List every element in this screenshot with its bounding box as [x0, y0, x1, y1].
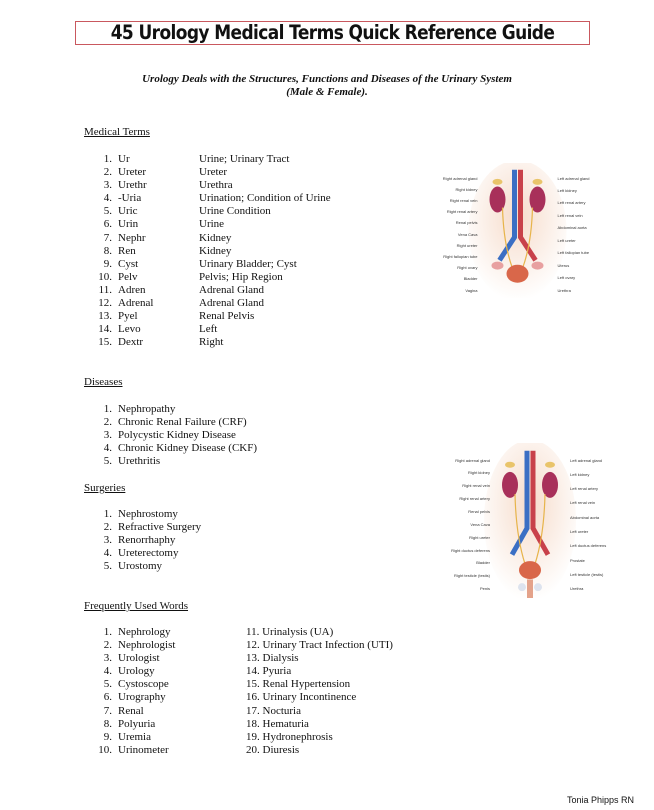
diagram-label: Renal pelvis [468, 508, 490, 514]
medical-terms-list [84, 153, 331, 349]
diagram-label: Left renal artery [570, 486, 599, 492]
surgery-item-text: Nephrostomy [118, 508, 178, 520]
surgery-item [84, 521, 201, 534]
surgeries-list [84, 508, 201, 573]
frequent-word-item [84, 731, 175, 744]
item-number: 1. [103, 403, 112, 415]
frequent-word-item: 19. Hydronephrosis [246, 730, 333, 743]
disease-item-text: Nephropathy [118, 403, 176, 415]
title-box [75, 21, 590, 45]
term-definition: Urinary Bladder; Cyst [199, 257, 297, 270]
diagram-label: Left kidney [570, 471, 590, 477]
item-number: 10. [98, 743, 112, 756]
item-number: 5. [103, 560, 112, 573]
frequent-word-item [84, 718, 175, 731]
term-definition: Right [199, 336, 224, 349]
diagram-label: Prostate [570, 557, 585, 563]
item-number: 3. [103, 429, 112, 442]
item-number: 2. [103, 521, 112, 534]
diagram-label: Left adrenal gland [557, 175, 590, 181]
diagram-label: Vena Cava [457, 231, 478, 237]
term-definition: Renal Pelvis [199, 310, 255, 323]
term-root: Adren [118, 283, 146, 296]
disease-item [84, 455, 257, 468]
item-number: 3. [103, 652, 112, 665]
term-root: -Uria [118, 192, 142, 205]
item-number: 4. [103, 547, 112, 560]
diagram-label: Right kidney [467, 470, 490, 476]
medical-term-row [84, 218, 331, 231]
frequent-word-item-text: Urologist [118, 652, 160, 665]
diagram-label: Right adrenal gland [455, 457, 490, 463]
diagram-label: Urethra [557, 287, 571, 293]
term-root: Adrenal [118, 297, 154, 310]
diagram-label: Bladder [476, 560, 490, 566]
item-number: 5. [103, 455, 112, 468]
diagram-label: Abdominal aorta [570, 514, 600, 520]
item-number: 2. [103, 166, 112, 179]
surgery-item-text: Ureterectomy [118, 547, 179, 560]
item-number: 6. [103, 218, 112, 231]
item-number: 2. [103, 639, 112, 652]
diagram-label: Urethra [570, 586, 584, 592]
item-number: 6. [103, 691, 112, 704]
term-definition: Kidney [199, 231, 232, 244]
diagram-label: Abdominal aorta [557, 225, 587, 231]
diagram-label: Vena Cava [470, 521, 490, 527]
diagram-label: Right ovary [457, 265, 478, 271]
term-root: Levo [118, 323, 141, 336]
diagram-label: Right adrenal gland [442, 175, 478, 181]
term-root: Pyel [118, 310, 138, 323]
diagram-label: Left ovary [557, 275, 576, 281]
term-root: Cyst [118, 257, 139, 270]
subtitle [0, 73, 654, 99]
item-number: 7. [103, 704, 112, 717]
item-number: 1. [103, 626, 112, 638]
surgeries-heading: Surgeries [84, 482, 126, 494]
item-number: 4. [103, 192, 112, 205]
item-number: 7. [103, 231, 112, 244]
diagram-label: Left renal artery [557, 200, 586, 206]
item-number: 15. [98, 336, 112, 349]
item-number: 1. [103, 153, 112, 165]
frequent-words-heading: Frequently Used Words [84, 600, 189, 612]
medical-term-row [84, 323, 331, 336]
term-root: Ureter [118, 166, 147, 179]
item-number: 9. [103, 730, 112, 743]
term-definition: Adrenal Gland [199, 297, 265, 310]
term-definition: Urination; Condition of Urine [199, 192, 331, 205]
frequent-word-item: 20. Diuresis [246, 743, 300, 756]
frequent-word-item: 16. Urinary Incontinence [246, 691, 357, 704]
surgery-item-text: Urostomy [118, 560, 162, 573]
item-number: 3. [103, 179, 112, 192]
anatomy-illustration [415, 443, 645, 598]
frequent-word-item [84, 744, 175, 757]
diagram-label: Bladder [463, 276, 478, 282]
term-definition: Pelvis; Hip Region [199, 270, 283, 283]
disease-item [84, 403, 257, 416]
female-urinary-diagram [395, 163, 640, 298]
frequent-word-item-text: Urology [118, 665, 155, 678]
anatomy-illustration [395, 163, 640, 298]
diagram-label: Right ureter [456, 242, 478, 248]
surgery-item [84, 508, 201, 521]
diseases-list [84, 403, 257, 468]
frequent-word-item: 15. Renal Hypertension [246, 678, 351, 691]
item-number: 2. [103, 416, 112, 429]
item-number: 14. [98, 323, 112, 336]
frequent-word-item-text: Polyuria [118, 717, 156, 730]
frequent-word-item [84, 665, 175, 678]
item-number: 12. [98, 297, 112, 310]
term-definition: Kidney [199, 244, 232, 257]
frequent-word-item: 13. Dialysis [246, 652, 299, 665]
frequent-word-item [84, 652, 175, 665]
frequent-words-col2 [246, 626, 393, 757]
medical-term-row [84, 284, 331, 297]
frequent-word-item [84, 626, 175, 639]
subtitle-line-1: Urology Deals with the Structures, Functions and Diseases of the Urinary System [142, 73, 512, 85]
frequent-word-item: 11. Urinalysis (UA) [246, 626, 334, 638]
item-number: 13. [98, 310, 112, 323]
medical-term-row [84, 310, 331, 323]
frequent-word-item: 18. Hematuria [246, 717, 309, 730]
medical-term-row [84, 232, 331, 245]
medical-term-row [84, 166, 331, 179]
diagram-label: Left renal vein [570, 500, 596, 506]
frequent-word-item-text: Cystoscope [118, 678, 169, 691]
frequent-word-item-text: Urinometer [118, 743, 169, 756]
surgery-item [84, 547, 201, 560]
medical-term-row [84, 192, 331, 205]
medical-term-row [84, 336, 331, 349]
medical-term-row [84, 297, 331, 310]
item-number: 1. [103, 508, 112, 520]
diagram-label: Right kidney [455, 186, 478, 192]
frequent-word-item-text: Nephrologist [118, 639, 176, 652]
frequent-word-item-text: Renal [118, 704, 144, 717]
term-root: Ur [118, 153, 130, 165]
term-definition: Urine [199, 218, 225, 231]
diagram-label: Right renal artery [446, 209, 478, 215]
male-urinary-diagram [415, 443, 645, 598]
frequent-word-item-text: Nephrology [118, 626, 171, 638]
surgery-item-text: Refractive Surgery [118, 521, 202, 534]
term-definition: Urine Condition [199, 205, 271, 218]
footer-author: Tonia Phipps RN [566, 795, 634, 805]
item-number: 5. [103, 678, 112, 691]
medical-term-row [84, 245, 331, 258]
term-root: Dextr [118, 336, 144, 349]
diagram-label: Right testicle (testis) [453, 573, 490, 579]
medical-terms-heading: Medical Terms [84, 126, 150, 138]
disease-item-text: Chronic Renal Failure (CRF) [118, 416, 247, 429]
diagram-label: Renal pelvis [455, 220, 478, 226]
disease-item [84, 442, 257, 455]
frequent-word-item-text: Uremia [118, 730, 151, 743]
diagram-label: Right fallopian tube [443, 253, 478, 259]
item-number: 8. [103, 244, 112, 257]
surgery-item-text: Renorrhaphy [118, 534, 176, 547]
item-number: 8. [103, 717, 112, 730]
term-root: Nephr [118, 231, 146, 244]
disease-item [84, 416, 257, 429]
diagram-label: Uterus [557, 262, 570, 268]
surgery-item [84, 560, 201, 573]
frequent-word-item [84, 639, 175, 652]
frequent-word-item: 12. Urinary Tract Infection (UTI) [246, 639, 393, 652]
term-definition: Urine; Urinary Tract [199, 153, 290, 165]
item-number: 5. [103, 205, 112, 218]
term-definition: Ureter [199, 166, 228, 179]
term-definition: Urethra [199, 179, 233, 192]
disease-item-text: Chronic Kidney Disease (CKF) [118, 442, 258, 455]
diagram-label: Penis [479, 586, 490, 592]
item-number: 10. [98, 270, 112, 283]
frequent-word-item [84, 691, 175, 704]
term-root: Pelv [118, 270, 138, 283]
page-title: 45 Urology Medical Terms Quick Reference Guide [110, 21, 555, 45]
disease-item-text: Polycystic Kidney Disease [118, 429, 236, 442]
frequent-word-item [84, 705, 175, 718]
diagram-label: Left ductus deferens [570, 543, 607, 549]
term-root: Urethr [118, 179, 147, 192]
item-number: 4. [103, 442, 112, 455]
frequent-word-item: 14. Pyuria [246, 665, 292, 678]
term-definition: Adrenal Gland [199, 283, 265, 296]
diagram-label: Right renal vein [462, 483, 490, 489]
diagram-label: Right renal vein [449, 197, 478, 203]
item-number: 11. [98, 283, 112, 296]
diagram-label: Right ureter [469, 534, 490, 540]
medical-term-row [84, 258, 331, 271]
frequent-words-col1 [84, 626, 175, 757]
disease-item-text: Urethritis [118, 455, 161, 468]
frequent-word-item [84, 678, 175, 691]
item-number: 9. [103, 257, 112, 270]
diagram-label: Right ductus deferens [451, 547, 490, 553]
diagram-label: Left testicle (testis) [570, 571, 604, 577]
item-number: 4. [103, 665, 112, 678]
frequent-word-item: 17. Nocturia [246, 704, 301, 717]
medical-term-row [84, 271, 331, 284]
medical-term-row [84, 153, 331, 166]
diagram-label: Left fallopian tube [557, 250, 590, 256]
diagram-label: Right renal artery [459, 496, 490, 502]
term-definition: Left [199, 323, 218, 336]
subtitle-line-2: (Male & Female). [286, 86, 368, 98]
surgery-item [84, 534, 201, 547]
item-number: 3. [103, 534, 112, 547]
term-root: Ren [118, 244, 136, 257]
diagram-label: Left ureter [570, 528, 589, 534]
medical-term-row [84, 205, 331, 218]
diagram-label: Vagina [465, 287, 478, 293]
diagram-label: Left kidney [557, 187, 577, 193]
medical-term-row [84, 179, 331, 192]
diagram-label: Left adrenal gland [570, 457, 603, 463]
frequent-word-item-text: Urography [118, 691, 166, 704]
diagram-label: Left renal vein [557, 212, 583, 218]
diseases-heading: Diseases [84, 376, 123, 388]
term-root: Uric [118, 205, 138, 218]
disease-item [84, 429, 257, 442]
term-root: Urin [118, 218, 139, 231]
diagram-label: Left ureter [557, 237, 576, 243]
